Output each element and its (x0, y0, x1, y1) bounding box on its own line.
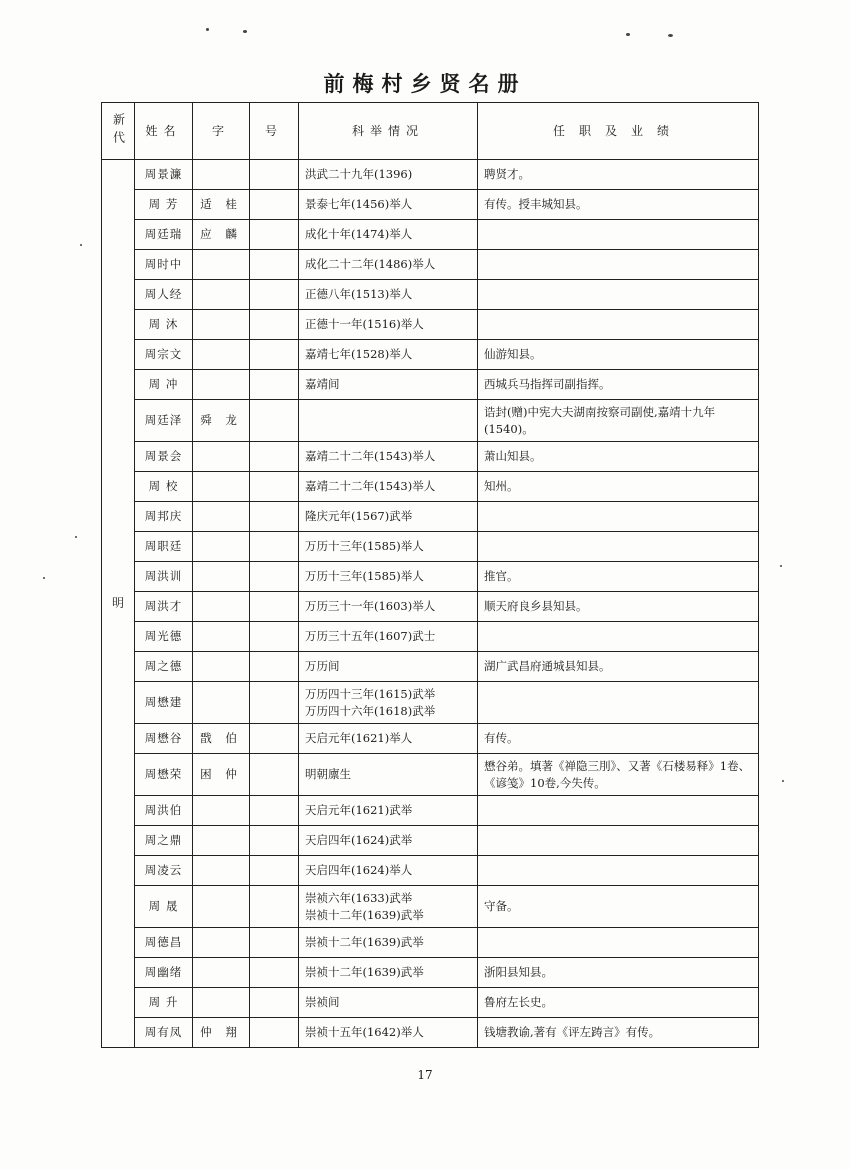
table-row (102, 988, 759, 1018)
scan-speck (780, 565, 782, 567)
exam-cell: 崇祯十二年(1639)武举 (299, 928, 478, 958)
art-name-cell (250, 220, 299, 250)
career-cell (478, 250, 759, 280)
career-cell: 聘贤才。 (478, 160, 759, 190)
exam-cell: 崇祯十五年(1642)举人 (299, 1018, 478, 1048)
courtesy-name-cell (193, 796, 250, 826)
career-cell: 守备。 (478, 886, 759, 928)
art-name-cell (250, 160, 299, 190)
table-row (102, 310, 759, 340)
courtesy-name-cell (193, 826, 250, 856)
table-row (102, 370, 759, 400)
page-number: 17 (417, 1068, 433, 1082)
table-row (102, 796, 759, 826)
courtesy-name-cell: 适 桂 (193, 190, 250, 220)
name-cell: 周有凤 (135, 1018, 193, 1048)
name-cell: 周懋建 (135, 682, 193, 724)
exam-cell: 正德十一年(1516)举人 (299, 310, 478, 340)
exam-cell: 隆庆元年(1567)武举 (299, 502, 478, 532)
courtesy-name-cell: 困 仲 (193, 754, 250, 796)
courtesy-name-cell (193, 592, 250, 622)
table-row (102, 886, 759, 928)
courtesy-name-cell (193, 562, 250, 592)
art-name-cell (250, 1018, 299, 1048)
career-cell: 有传。 (478, 724, 759, 754)
courtesy-name-cell (193, 160, 250, 190)
career-cell (478, 622, 759, 652)
name-cell: 周幽绪 (135, 958, 193, 988)
art-name-cell (250, 886, 299, 928)
table-row (102, 190, 759, 220)
art-name-cell (250, 592, 299, 622)
career-cell: 鲁府左长史。 (478, 988, 759, 1018)
art-name-cell (250, 856, 299, 886)
courtesy-name-cell (193, 532, 250, 562)
exam-cell: 嘉靖二十二年(1543)举人 (299, 442, 478, 472)
scan-speck (43, 577, 45, 579)
name-cell: 周廷泽 (135, 400, 193, 442)
career-cell: 诰封(赠)中宪大夫湖南按察司副使,嘉靖十九年(1540)。 (478, 400, 759, 442)
career-cell: 懋谷弟。填著《禅隐三刖》、又著《石楼易释》1卷、《谚笺》10卷,今失传。 (478, 754, 759, 796)
courtesy-name-cell (193, 370, 250, 400)
art-name-cell (250, 796, 299, 826)
courtesy-name-cell: 仲 翔 (193, 1018, 250, 1048)
name-cell: 周人经 (135, 280, 193, 310)
courtesy-name-cell (193, 280, 250, 310)
header-row (102, 103, 759, 160)
table-row (102, 652, 759, 682)
exam-cell (299, 400, 478, 442)
art-name-cell (250, 250, 299, 280)
courtesy-name-cell (193, 682, 250, 724)
name-cell: 周 升 (135, 988, 193, 1018)
career-cell (478, 796, 759, 826)
career-cell (478, 928, 759, 958)
exam-cell: 明朝廪生 (299, 754, 478, 796)
exam-cell: 万历间 (299, 652, 478, 682)
header-name: 姓名 (135, 103, 193, 160)
table-row (102, 562, 759, 592)
career-cell (478, 856, 759, 886)
exam-cell: 成化十年(1474)举人 (299, 220, 478, 250)
table-row (102, 532, 759, 562)
art-name-cell (250, 652, 299, 682)
header-hao: 号 (250, 103, 299, 160)
art-name-cell (250, 724, 299, 754)
table-row (102, 682, 759, 724)
career-cell: 顺天府良乡县知县。 (478, 592, 759, 622)
scan-speck (243, 30, 247, 33)
art-name-cell (250, 370, 299, 400)
courtesy-name-cell (193, 310, 250, 340)
courtesy-name-cell (193, 958, 250, 988)
name-cell: 周洪伯 (135, 796, 193, 826)
table-row (102, 592, 759, 622)
exam-cell: 天启四年(1624)举人 (299, 856, 478, 886)
exam-cell: 洪武二十九年(1396) (299, 160, 478, 190)
courtesy-name-cell (193, 442, 250, 472)
table-row (102, 250, 759, 280)
exam-cell: 万历四十三年(1615)武举 万历四十六年(1618)武举 (299, 682, 478, 724)
courtesy-name-cell (193, 340, 250, 370)
scan-speck (782, 780, 784, 782)
worthies-register-table (101, 102, 759, 1048)
name-cell: 周邦庆 (135, 502, 193, 532)
register-body (102, 160, 759, 1048)
career-cell (478, 532, 759, 562)
art-name-cell (250, 532, 299, 562)
courtesy-name-cell (193, 928, 250, 958)
courtesy-name-cell (193, 856, 250, 886)
exam-cell: 万历三十五年(1607)武士 (299, 622, 478, 652)
courtesy-name-cell (193, 886, 250, 928)
courtesy-name-cell (193, 622, 250, 652)
table-row (102, 442, 759, 472)
table-row (102, 724, 759, 754)
art-name-cell (250, 400, 299, 442)
courtesy-name-cell: 舜 龙 (193, 400, 250, 442)
table-row (102, 826, 759, 856)
table-row (102, 622, 759, 652)
name-cell: 周 晟 (135, 886, 193, 928)
name-cell: 周德昌 (135, 928, 193, 958)
name-cell: 周宗文 (135, 340, 193, 370)
name-cell: 周景会 (135, 442, 193, 472)
exam-cell: 嘉靖二十二年(1543)举人 (299, 472, 478, 502)
dynasty-cell: 明 (102, 160, 135, 1048)
art-name-cell (250, 622, 299, 652)
art-name-cell (250, 754, 299, 796)
scan-speck (80, 244, 82, 246)
career-cell: 西城兵马指挥司副指挥。 (478, 370, 759, 400)
table-row (102, 472, 759, 502)
name-cell: 周 校 (135, 472, 193, 502)
name-cell: 周洪才 (135, 592, 193, 622)
scan-speck (206, 28, 209, 31)
name-cell: 周之鼎 (135, 826, 193, 856)
art-name-cell (250, 928, 299, 958)
exam-cell: 崇祯六年(1633)武举 崇祯十二年(1639)武举 (299, 886, 478, 928)
art-name-cell (250, 190, 299, 220)
art-name-cell (250, 502, 299, 532)
exam-cell: 天启元年(1621)武举 (299, 796, 478, 826)
exam-cell: 万历三十一年(1603)举人 (299, 592, 478, 622)
scan-speck (668, 34, 673, 37)
art-name-cell (250, 442, 299, 472)
career-cell (478, 682, 759, 724)
career-cell (478, 826, 759, 856)
name-cell: 周 芳 (135, 190, 193, 220)
exam-cell: 嘉靖间 (299, 370, 478, 400)
career-cell (478, 502, 759, 532)
courtesy-name-cell (193, 250, 250, 280)
name-cell: 周景濂 (135, 160, 193, 190)
career-cell (478, 280, 759, 310)
courtesy-name-cell (193, 502, 250, 532)
art-name-cell (250, 472, 299, 502)
art-name-cell (250, 988, 299, 1018)
name-cell: 周时中 (135, 250, 193, 280)
art-name-cell (250, 682, 299, 724)
table-row (102, 280, 759, 310)
courtesy-name-cell: 应 麟 (193, 220, 250, 250)
courtesy-name-cell: 戬 伯 (193, 724, 250, 754)
name-cell: 周之德 (135, 652, 193, 682)
career-cell: 知州。 (478, 472, 759, 502)
courtesy-name-cell (193, 988, 250, 1018)
exam-cell: 万历十三年(1585)举人 (299, 562, 478, 592)
exam-cell: 崇祯十二年(1639)武举 (299, 958, 478, 988)
exam-cell: 正德八年(1513)举人 (299, 280, 478, 310)
exam-cell: 崇祯间 (299, 988, 478, 1018)
art-name-cell (250, 562, 299, 592)
name-cell: 周洪训 (135, 562, 193, 592)
name-cell: 周懋谷 (135, 724, 193, 754)
art-name-cell (250, 280, 299, 310)
exam-cell: 景泰七年(1456)举人 (299, 190, 478, 220)
exam-cell: 天启元年(1621)举人 (299, 724, 478, 754)
career-cell: 仙游知县。 (478, 340, 759, 370)
header-career: 任职及业绩 (478, 103, 759, 160)
courtesy-name-cell (193, 472, 250, 502)
name-cell: 周 冲 (135, 370, 193, 400)
table-row (102, 856, 759, 886)
name-cell: 周光德 (135, 622, 193, 652)
table-row (102, 340, 759, 370)
career-cell (478, 220, 759, 250)
career-cell: 浙阳县知县。 (478, 958, 759, 988)
name-cell: 周懋荣 (135, 754, 193, 796)
career-cell: 萧山知县。 (478, 442, 759, 472)
table-row (102, 400, 759, 442)
career-cell (478, 310, 759, 340)
exam-cell: 万历十三年(1585)举人 (299, 532, 478, 562)
art-name-cell (250, 958, 299, 988)
career-cell: 有传。授丰城知县。 (478, 190, 759, 220)
name-cell: 周职廷 (135, 532, 193, 562)
header-exam: 科举情况 (299, 103, 478, 160)
table-row (102, 220, 759, 250)
art-name-cell (250, 310, 299, 340)
table-row (102, 958, 759, 988)
table-row (102, 160, 759, 190)
table-row (102, 1018, 759, 1048)
exam-cell: 嘉靖七年(1528)举人 (299, 340, 478, 370)
name-cell: 周廷瑞 (135, 220, 193, 250)
exam-cell: 成化二十二年(1486)举人 (299, 250, 478, 280)
career-cell: 推官。 (478, 562, 759, 592)
header-zi: 字 (193, 103, 250, 160)
header-dynasty: 新代 (102, 103, 135, 160)
art-name-cell (250, 340, 299, 370)
courtesy-name-cell (193, 652, 250, 682)
table-row (102, 754, 759, 796)
table-row (102, 502, 759, 532)
table-row (102, 928, 759, 958)
name-cell: 周凌云 (135, 856, 193, 886)
page-title: 前梅村乡贤名册 (323, 72, 527, 96)
career-cell: 钱塘教谕,著有《评左踌言》有传。 (478, 1018, 759, 1048)
art-name-cell (250, 826, 299, 856)
scan-speck (75, 536, 77, 538)
career-cell: 湖广武昌府通城县知县。 (478, 652, 759, 682)
exam-cell: 天启四年(1624)武举 (299, 826, 478, 856)
name-cell: 周 沐 (135, 310, 193, 340)
scan-speck (626, 33, 630, 36)
